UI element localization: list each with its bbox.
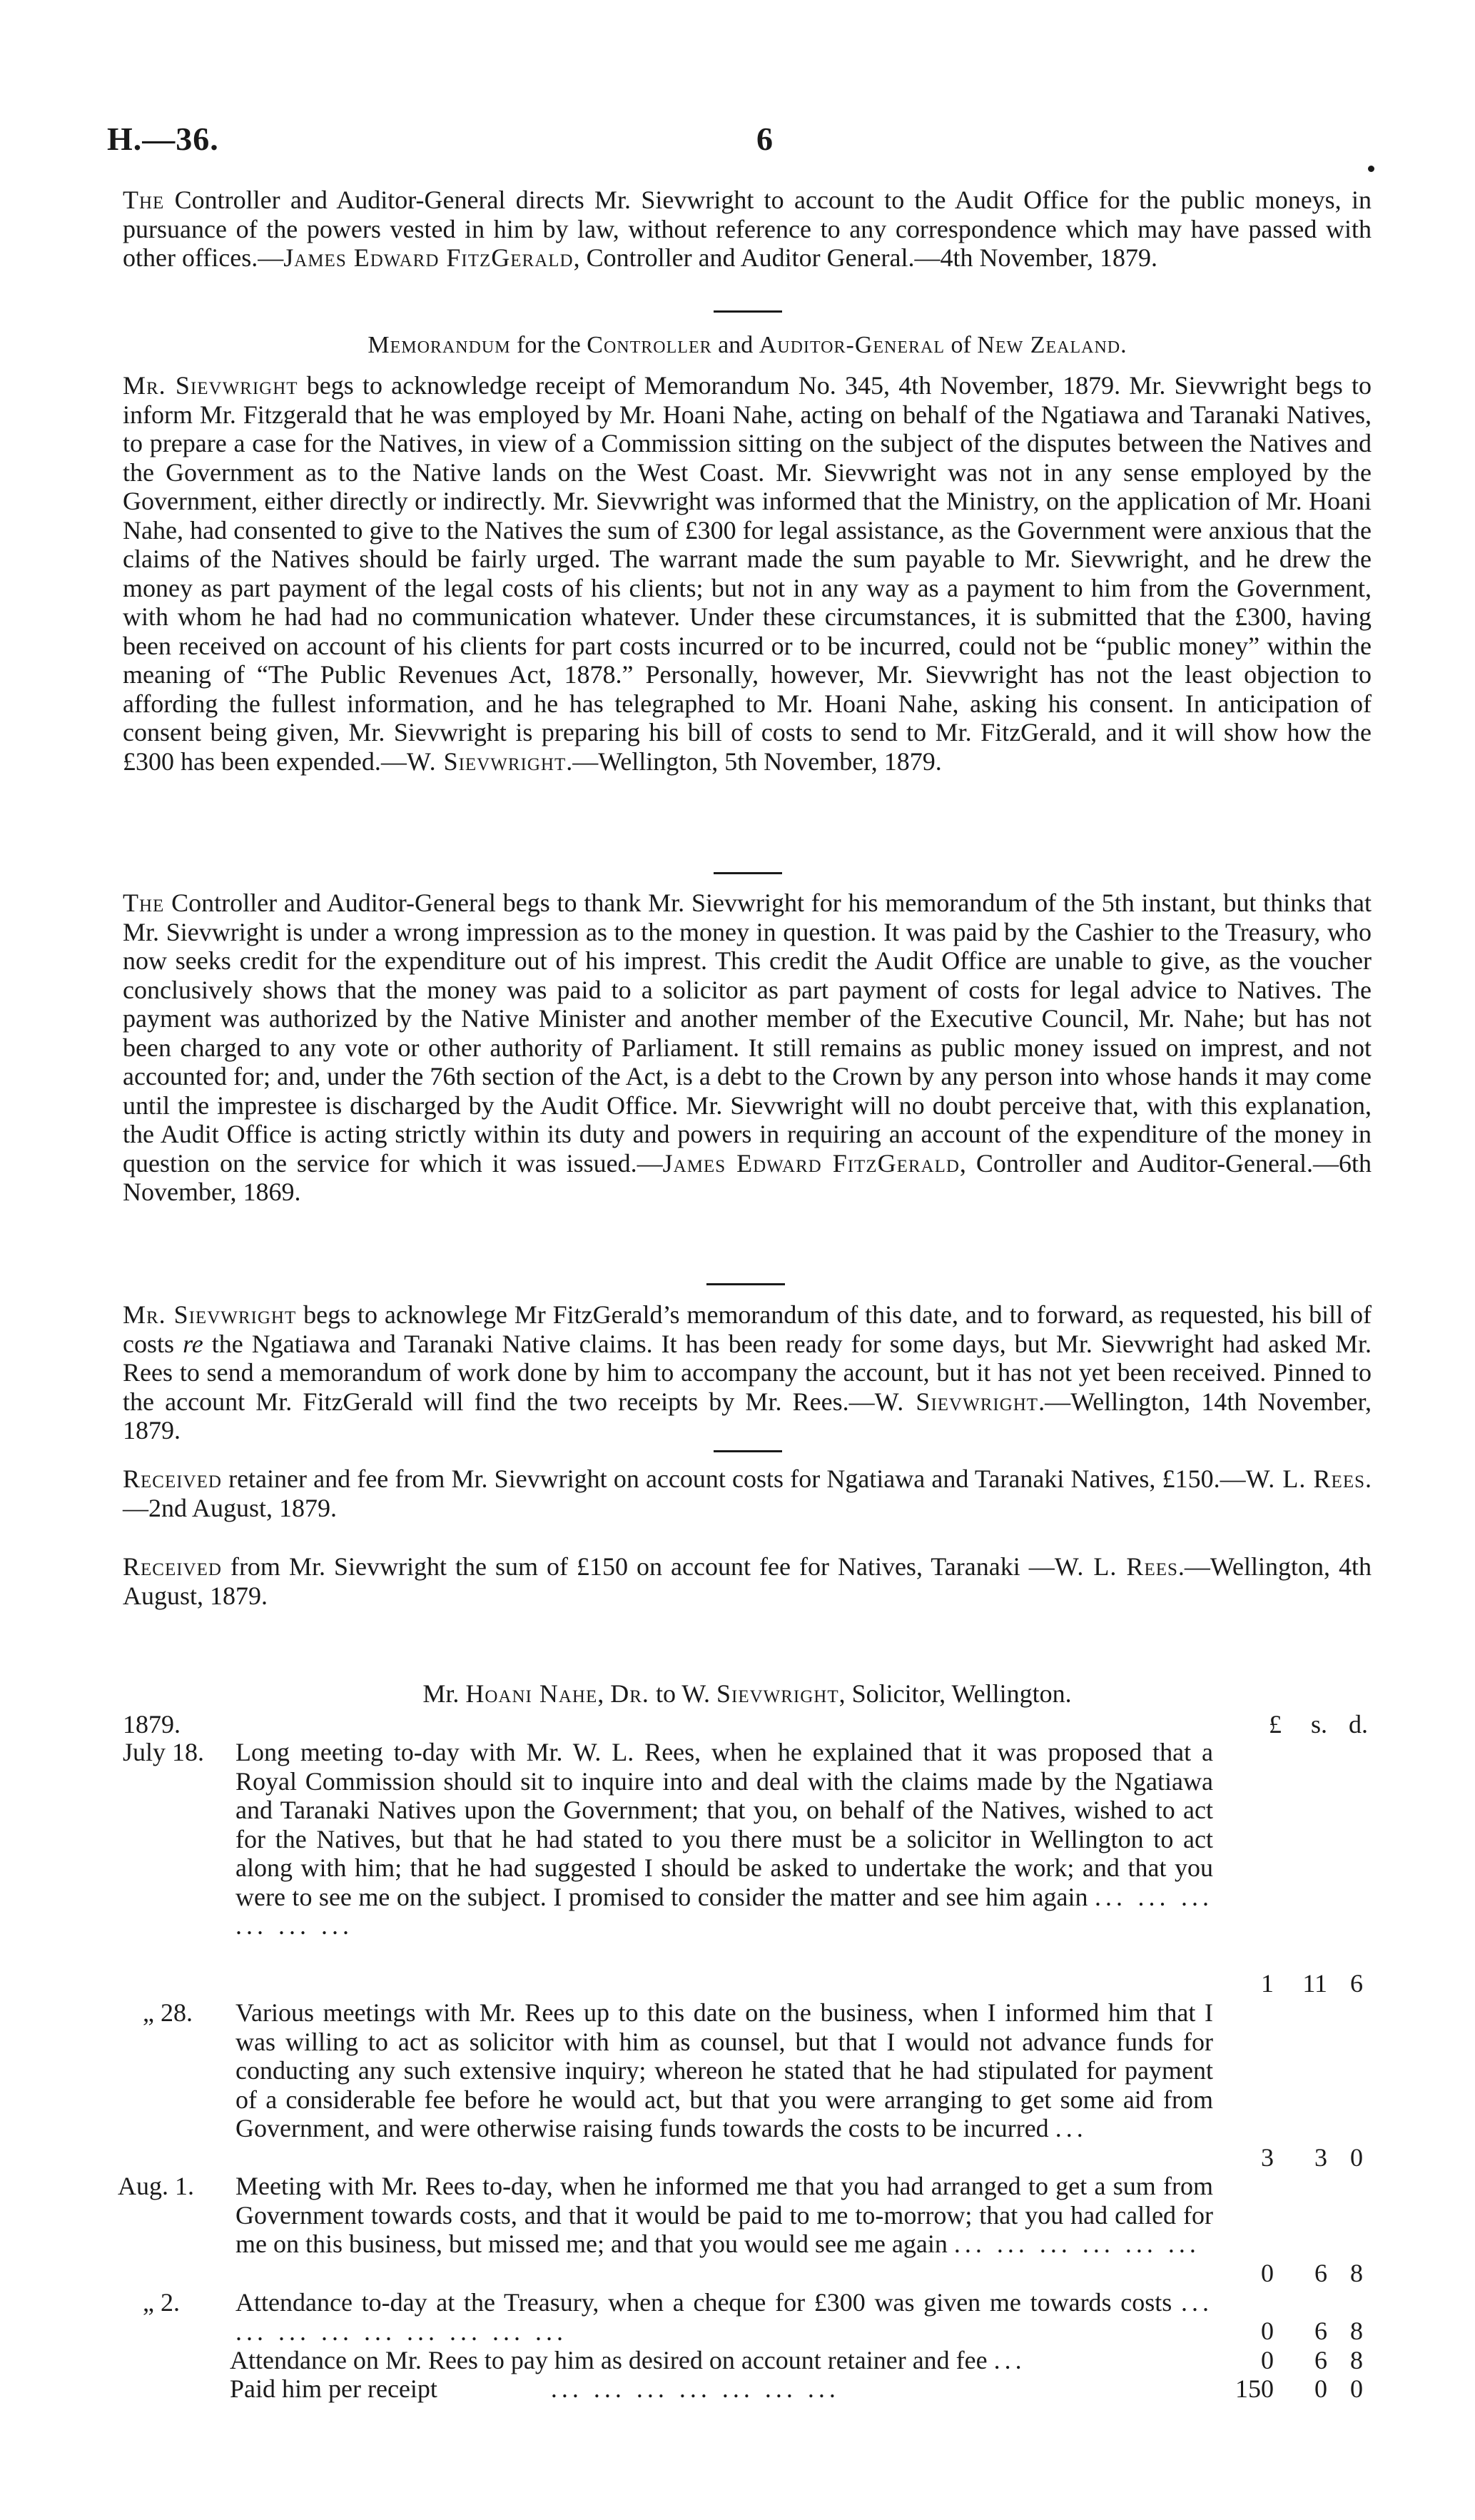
lead-word: Mr. Sievwright bbox=[123, 1300, 297, 1329]
divider-rule bbox=[706, 1283, 785, 1285]
amount-pounds: 0 bbox=[1261, 2346, 1274, 2374]
amount-shillings: 11 bbox=[1302, 1969, 1327, 1998]
entry-date: „ 28. bbox=[143, 1998, 193, 2027]
entry-description: Paid him per receipt ... ... ... ... ... ... ... bbox=[230, 2374, 840, 2403]
entry-date: July 18. bbox=[123, 1738, 205, 1766]
paragraph-body-continued: the Ngatiawa and Taranaki Native claims. It has been ready for some days, but Mr. Sievwright had asked Mr. Rees to send a memorandum of work done by him to accompany the account, but it has not yet been received. Pinned to the account Mr. FitzGerald will find the two receipts by Mr. Rees.— bbox=[123, 1329, 1372, 1416]
paragraph-bill-forwarding bbox=[123, 1300, 1372, 1445]
amount-pence: 8 bbox=[1350, 2346, 1363, 2374]
lead-word: Mr. Sievwright bbox=[123, 371, 298, 400]
entry-date: Aug. 1. bbox=[118, 2172, 194, 2200]
paragraph-tail: .—Wellington, 4th August, 1879. bbox=[123, 1552, 1372, 1610]
amount-pounds: 150 bbox=[1235, 2374, 1274, 2403]
divider-rule bbox=[714, 1450, 782, 1452]
document-reference: H.—36. bbox=[107, 121, 219, 157]
paragraph-controller-response bbox=[123, 889, 1372, 1207]
amount-pence: 8 bbox=[1350, 2317, 1363, 2345]
signatory: W. L. Rees bbox=[1054, 1552, 1178, 1581]
divider-rule bbox=[714, 310, 782, 313]
paragraph-tail: .—Wellington, 5th November, 1879. bbox=[566, 747, 942, 776]
column-pence: d. bbox=[1349, 1710, 1368, 1739]
latin-re: re bbox=[183, 1329, 203, 1358]
paragraph-sievwright-reply bbox=[123, 371, 1372, 776]
paragraph-body: retainer and fee from Mr. Sievwright on account costs for Ngatiawa and Taranaki Natives, £150.— bbox=[221, 1464, 1246, 1493]
page-number: 6 bbox=[756, 121, 773, 157]
entry-date: „ 2. bbox=[143, 2288, 180, 2317]
amount-shillings: 6 bbox=[1314, 2317, 1327, 2345]
lead-word: Received bbox=[123, 1552, 222, 1581]
amount-shillings: 3 bbox=[1314, 2143, 1327, 2172]
amount-pounds: 0 bbox=[1261, 2259, 1274, 2287]
memorandum-heading: Memorandum for the Controller and Auditor-General of New Zealand. bbox=[368, 332, 1127, 358]
signatory: James Edward FitzGerald bbox=[283, 243, 574, 272]
paragraph-body: begs to acknowlege Mr FitzGerald’s memorandum of this date, and to forward, as requested, his bill of costs bbox=[123, 1300, 1372, 1358]
paragraph-body: begs to acknowledge receipt of Memorandum No. 345, 4th November, 1879. Mr. Sievwright begs to inform Mr. Fitzgerald that he was employed by Mr. Hoani Nahe, acting on behalf of the Ngatiawa and Taranaki Natives, to prepare a case for the Natives, in view of a Commission sitting on the subject of the disputes between the Natives and the Government as to the Native lands on the West Coast. Mr. Sievwright was not in any sense employed by the Government, either directly or indirectly. Mr. Sievwright was informed that the Ministry, on the application of Mr. Hoani Nahe, had consented to give to the Natives the sum of £300 for legal assistance, as the Government were anxious that the claims of the Natives should be fairly urged. The warrant made the sum payable to Mr. Sievwright, and he drew the money as part payment of the legal costs of his clients; but not in any way as a payment to him from the Government, with whom he had had no communication whatever. Under these circumstances, it is submitted that the £300, having been received on account of his clients for part costs incurred or to be incurred, could not be “public money” within the meaning of “The Public Revenues Act, 1878.” Personally, however, Mr. Sievwright has not the least objection to affording the fullest information, and he has telegraphed to Mr. Hoani Nahe, asking his consent. In anticipation of consent being given, Mr. Sievwright is preparing his bill of costs to send to Mr. FitzGerald, and it will show how the £300 has been expended.— bbox=[123, 371, 1372, 776]
paragraph-tail: , Controller and Auditor-General.—6th November, 1869. bbox=[123, 1148, 1372, 1206]
divider-rule bbox=[714, 872, 782, 874]
paragraph-body: from Mr. Sievwright the sum of £150 on account fee for Natives, Taranaki — bbox=[221, 1552, 1055, 1581]
amount-shillings: 6 bbox=[1314, 2259, 1327, 2287]
receipt-retainer bbox=[123, 1464, 1372, 1522]
receipt-fee bbox=[123, 1552, 1372, 1610]
paragraph-controller-directive bbox=[123, 186, 1372, 273]
amount-pence: 6 bbox=[1350, 1969, 1363, 1998]
signatory: James Edward FitzGerald bbox=[662, 1148, 960, 1178]
paragraph-tail: .—Wellington, 14th November, 1879. bbox=[123, 1387, 1372, 1444]
amount-pounds: 1 bbox=[1261, 1969, 1274, 1998]
signatory: W. Sievwright bbox=[874, 1387, 1039, 1416]
paragraph-tail: , Controller and Auditor General.—4th November, 1879. bbox=[573, 243, 1157, 272]
entry-description: Long meeting to-day with Mr. W. L. Rees, when he explained that it was proposed that a Royal Commission should sit to inquire into and deal with the claims made by the Ngatiawa and Taranaki Natives upon the Government; that you, on behalf of the Natives, wished to act for the Natives, but that he had stated to you there must be a solicitor in Wellington to act along with him; that he had suggested I should be asked to undertake the work; and that you were to see me on the subject. I promised to consider the matter and see him again ... ... ... ... ... ... bbox=[235, 1738, 1214, 1940]
paragraph-body: Controller and Auditor-General begs to thank Mr. Sievwright for his memorandum of the 5th instant, but thinks that Mr. Sievwright is under a wrong impression as to the money in question. It was paid by the Cashier to the Treasury, who now seeks credit for the expenditure out of his imprest. This credit the Audit Office are unable to give, as the voucher conclusively shows that the money was paid to a solicitor as part payment of costs for legal advice to Natives. The payment was authorized by the Native Minister and another member of the Executive Council, Mr. Nahe; but has not been charged to any vote or other authority of Parliament. It still remains as public money issued on imprest, and not accounted for; and, under the 76th section of the Act, is a debt to the Crown by any person into whose hands it may come until the imprestee is discharged by the Audit Office. Mr. Sievwright will no doubt perceive that, with this explanation, the Audit Office is acting strictly within its duty and powers in requiring an account of the expenditure of the money in question on the service for which it was issued.— bbox=[123, 889, 1372, 1178]
signatory: W. L. Rees bbox=[1245, 1464, 1366, 1493]
entry-description: Meeting with Mr. Rees to-day, when he informed me that you had arranged to get a sum from Government towards costs, and that it would be paid to me to-morrow; that you had called for me on this business, but missed me; and that you would see me again ... ... ... ... ... ... bbox=[235, 2172, 1213, 2258]
print-mark bbox=[1368, 166, 1374, 172]
amount-pounds: 3 bbox=[1261, 2143, 1274, 2172]
paragraph-tail: .—2nd August, 1879. bbox=[123, 1464, 1372, 1522]
bill-heading: Mr. Hoani Nahe, Dr. to W. Sievwright, Solicitor, Wellington. bbox=[422, 1679, 1072, 1708]
amount-shillings: 0 bbox=[1314, 2374, 1327, 2403]
lead-word: Received bbox=[123, 1464, 222, 1493]
bill-year: 1879. bbox=[123, 1710, 181, 1739]
signatory: W. Sievwright bbox=[406, 747, 567, 776]
amount-pence: 0 bbox=[1350, 2143, 1363, 2172]
amount-pounds: 0 bbox=[1261, 2317, 1274, 2345]
column-shillings: s. bbox=[1311, 1710, 1328, 1739]
paragraph-body: Controller and Auditor-General directs Mr. Sievwright to account to the Audit Office for the public moneys, in pursuance of the powers vested in him by law, without reference to any correspondence which may have passed with other offices.— bbox=[123, 186, 1372, 272]
entry-description: Attendance on Mr. Rees to pay him as desired on account retainer and fee ... bbox=[230, 2346, 1026, 2374]
amount-pence: 8 bbox=[1350, 2259, 1363, 2287]
column-pounds: £ bbox=[1269, 1710, 1282, 1739]
amount-shillings: 6 bbox=[1314, 2346, 1327, 2374]
lead-word: The bbox=[123, 889, 165, 917]
entry-description: Various meetings with Mr. Rees up to this date on the business, when I informed him that I was willing to act as solicitor with him as counsel, but that I would not advance funds for conducting any such extensive inquiry; whereon he stated that he had stipulated for payment of a considerable fee before he would act, but that you were arranging to get some aid from Government, and were otherwise raising funds towards the costs to be incurred ... bbox=[235, 1998, 1213, 2142]
entry-description: Attendance to-day at the Treasury, when a cheque for £300 was given me towards costs ... ... ... ... ... ... ... ... ... bbox=[235, 2288, 1213, 2346]
lead-word: The bbox=[123, 186, 165, 214]
amount-pence: 0 bbox=[1350, 2374, 1363, 2403]
